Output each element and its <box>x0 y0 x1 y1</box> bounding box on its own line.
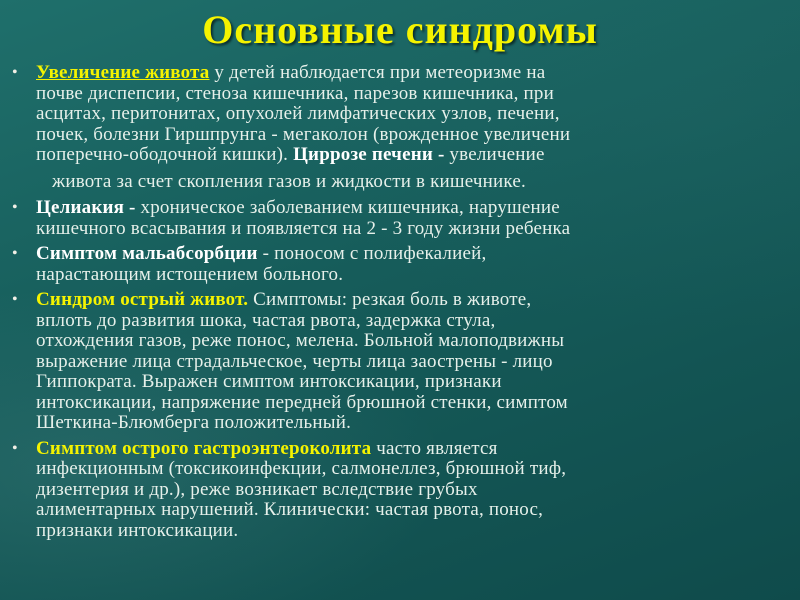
syndrome-list <box>12 63 792 546</box>
item-text: алиментарных нарушений. Клинически: частая рвота, понос, <box>36 499 544 520</box>
slide-title: Основные синдромы <box>202 7 598 52</box>
item-text: поперечно-ободочной кишки). <box>36 144 294 165</box>
list-item-gastroenterocolitis <box>12 439 792 542</box>
item-bold-term: Циррозе печени - <box>293 144 445 165</box>
list-item-celiac <box>12 198 792 239</box>
bullet-icon: • <box>12 245 18 262</box>
bullet-icon: • <box>12 64 18 81</box>
item-text: Симптомы: резкая боль в животе, <box>248 289 532 310</box>
item-text: Шеткина-Блюмберга положительный. <box>36 412 352 433</box>
bullet-icon: • <box>12 199 18 216</box>
bullet-icon: • <box>12 291 18 308</box>
item-text: вплоть до развития шока, частая рвота, задержка стула, <box>36 309 496 331</box>
item-text: часто является <box>371 437 498 459</box>
list-item-malabsorption <box>12 244 792 285</box>
bullet-icon: • <box>12 439 18 457</box>
item-text: - поносом с полифекалией, <box>257 243 487 264</box>
item-text: дизентерия и др.), реже возникает вследствие грубых <box>36 478 478 500</box>
item-continuation: живота за счет скопления газов и жидкости в кишечнике. <box>52 170 526 192</box>
item-lead: Симптом мальабсорбции <box>36 243 258 264</box>
item-text: хроническое заболеванием кишечника, нарушение <box>135 197 560 218</box>
item-text: инфекционным (токсикоинфекции, салмонеллез, брюшной тиф, <box>36 458 567 479</box>
item-text: интоксикации, напряжение передней брюшной стенки, симптом <box>36 391 568 413</box>
item-text: кишечного всасывания и появляется на 2 - 3 году жизни ребенка <box>36 217 571 239</box>
list-item-abdomen-enlargement <box>12 63 792 166</box>
item-lead: Синдром острый живот. <box>36 289 249 310</box>
item-text: выражение лица страдальческое, черты лица заострены - лицо <box>36 350 553 372</box>
item-text: почве диспепсии, стеноза кишечника, парезов кишечника, при <box>36 82 554 104</box>
item-text: нарастающим истощением больного. <box>36 263 344 285</box>
item-text: отхождения газов, реже понос, мелена. Больной малоподвижны <box>36 330 565 351</box>
item-text: Гиппократа. Выражен симптом интоксикации, признаки <box>36 371 502 392</box>
item-lead: Симптом острого гастроэнтероколита <box>36 437 372 459</box>
item-text: увеличение <box>444 144 545 165</box>
item-text: признаки интоксикации. <box>36 519 239 541</box>
item-text: асцитах, перитонитах, опухолей лимфатических узлов, печени, <box>36 103 560 124</box>
item-lead: Целиакия - <box>36 197 136 218</box>
item-text: у детей наблюдается при метеоризме на <box>209 62 546 83</box>
list-item-acute-abdomen <box>12 290 792 434</box>
item-text: почек, болезни Гиршпрунга - мегаколон (врожденное увеличени <box>36 123 571 145</box>
item-lead: Увеличение живота <box>36 62 210 83</box>
